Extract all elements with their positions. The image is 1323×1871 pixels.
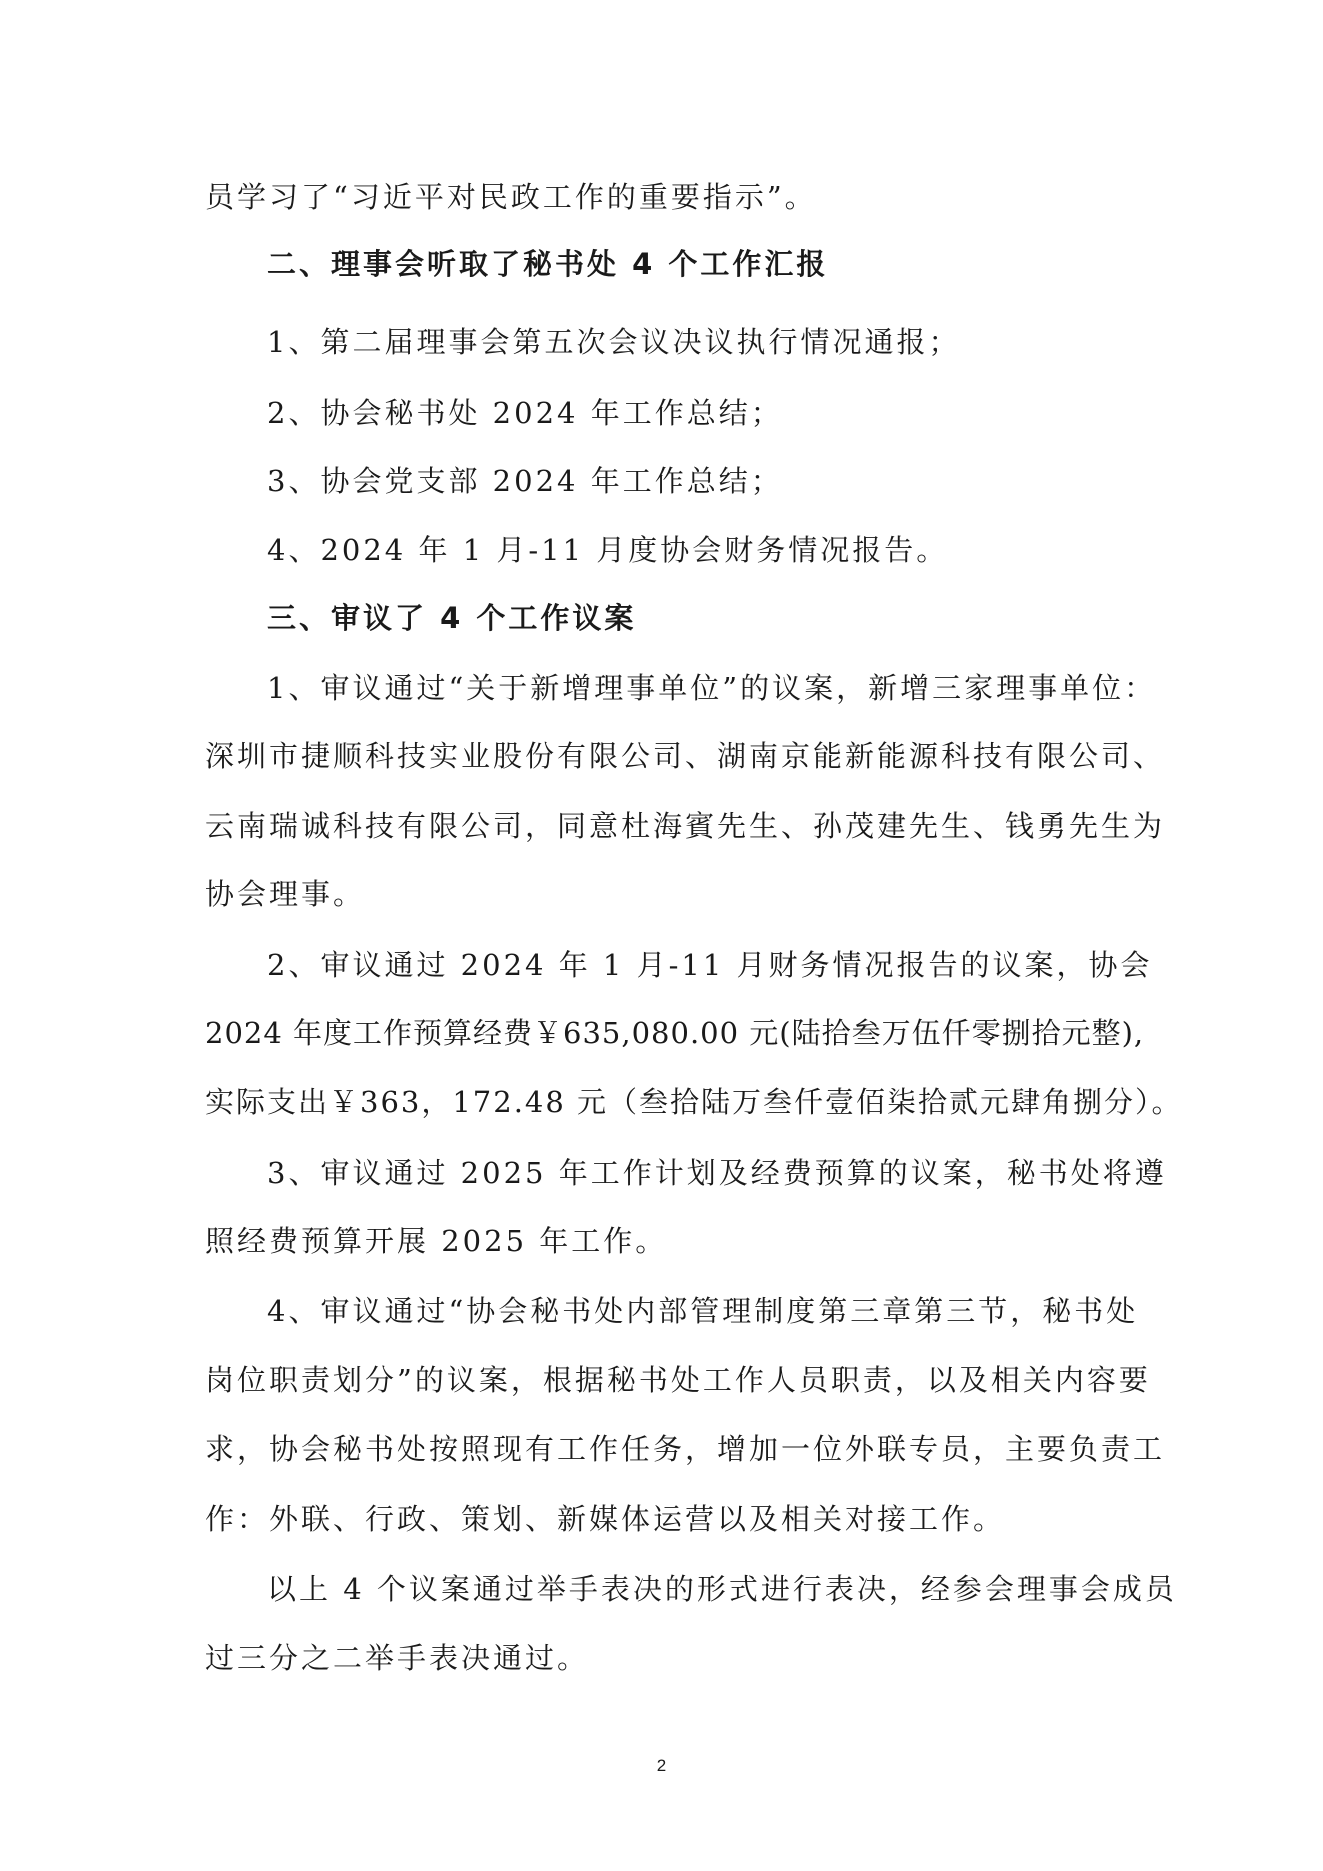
section-2-item-3: 3、协会党支部 2024 年工作总结；	[267, 464, 783, 498]
motion-1-line-4: 协会理事。	[205, 877, 366, 911]
motion-1-line-1: 1、审议通过“关于新增理事单位”的议案，新增三家理事单位：	[267, 671, 1157, 705]
motion-2-line-2: 2024 年度工作预算经费￥635,080.00 元(陆拾叁万伍仟零捌拾元整),	[205, 1016, 1145, 1050]
motion-1-line-2: 深圳市捷顺科技实业股份有限公司、湖南京能新能源科技有限公司、	[205, 739, 1166, 773]
section-2-item-2: 2、协会秘书处 2024 年工作总结；	[267, 396, 783, 430]
motion-3-line-1: 3、审议通过 2025 年工作计划及经费预算的议案，秘书处将遵	[267, 1156, 1167, 1190]
section-2-item-1: 1、第二届理事会第五次会议决议执行情况通报；	[267, 325, 961, 359]
motion-4-line-1: 4、审议通过“协会秘书处内部管理制度第三章第三节，秘书处	[267, 1294, 1139, 1328]
conclusion-line-2: 过三分之二举手表决通过。	[205, 1641, 590, 1675]
motion-2-line-3: 实际支出￥363，172.48 元（叁拾陆万叁仟壹佰柒拾贰元肆角捌分）。	[205, 1085, 1183, 1119]
motion-2-line-1: 2、审议通过 2024 年 1 月-11 月财务情况报告的议案，协会	[267, 948, 1153, 982]
motion-4-line-2: 岗位职责划分”的议案，根据秘书处工作人员职责，以及相关内容要	[205, 1363, 1151, 1397]
motion-4-line-4: 作：外联、行政、策划、新媒体运营以及相关对接工作。	[205, 1502, 1006, 1536]
section-2-heading: 二、理事会听取了秘书处 4 个工作汇报	[267, 247, 829, 281]
conclusion-line-1: 以上 4 个议案通过举手表决的形式进行表决，经参会理事会成员	[267, 1572, 1177, 1606]
motion-1-line-3: 云南瑞诚科技有限公司，同意杜海賓先生、孙茂建先生、钱勇先生为	[205, 809, 1166, 843]
section-3-heading: 三、审议了 4 个工作议案	[267, 601, 637, 635]
section-2-item-4: 4、2024 年 1 月-11 月度协会财务情况报告。	[267, 533, 949, 567]
intro-tail-text: 员学习了“习近平对民政工作的重要指示”。	[205, 180, 817, 214]
page-number: 2	[656, 1756, 667, 1775]
motion-4-line-3: 求，协会秘书处按照现有工作任务，增加一位外联专员，主要负责工	[205, 1432, 1166, 1466]
motion-3-line-2: 照经费预算开展 2025 年工作。	[205, 1224, 668, 1258]
